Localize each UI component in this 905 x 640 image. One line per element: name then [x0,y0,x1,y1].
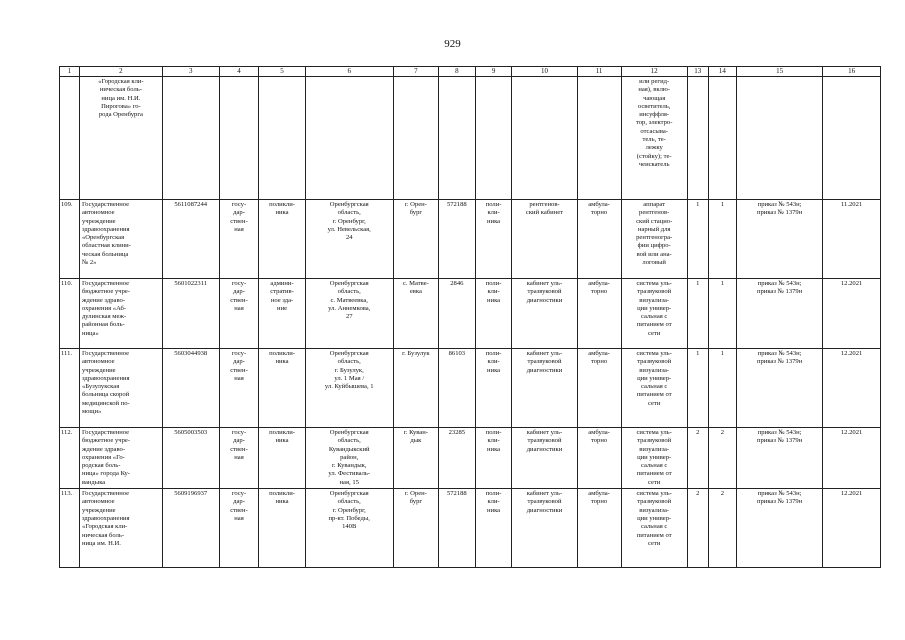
date-cell: 11.2021 [823,200,881,279]
qty-need-cell: 2 [687,489,708,568]
unit-cell [259,77,305,200]
unit-type-cell: поли- кли- ника [475,489,512,568]
basis-cell: приказ № 543н; приказ № 1379н [737,428,823,489]
ownership-cell: госу- дар- ствен- ная [219,200,259,279]
population-cell: 572188 [438,489,475,568]
inn-cell: 5603044938 [162,349,219,428]
basis-cell: приказ № 543н; приказ № 1379н [737,489,823,568]
ownership-cell: госу- дар- ствен- ная [219,349,259,428]
organization-name: Государственное бюджетное учре- ждение здраво- охранения «Го- родская боль- ница» города Ку- вандыка [79,428,162,489]
population-cell: 572188 [438,200,475,279]
column-number: 16 [823,67,881,77]
row-number: 109. [60,200,80,279]
qty-plan-cell: 2 [708,489,736,568]
room-cell: рентгенов- ский кабинет [512,200,577,279]
basis-cell: приказ № 543н; приказ № 1379н [737,279,823,349]
date-cell [823,77,881,200]
unit-cell: поликли- ника [259,349,305,428]
date-cell: 12.2021 [823,489,881,568]
date-cell: 12.2021 [823,349,881,428]
table-row [60,77,881,200]
locality-cell: г. Бузулук [393,349,438,428]
table-row [60,349,881,428]
column-number: 6 [305,67,393,77]
unit-cell: поликли- ника [259,200,305,279]
address-cell [305,77,393,200]
unit-type-cell [475,77,512,200]
column-numbers-row [60,67,881,77]
row-number: 111. [60,349,80,428]
room-cell: кабинет уль- тразвуковой диагностики [512,428,577,489]
column-number: 4 [219,67,259,77]
basis-cell [737,77,823,200]
equipment-cell: система уль- тразвуковой визуализа- ции универ- сальная с питанием от сети [621,428,687,489]
care-cell: амбула- торно [577,349,621,428]
basis-cell: приказ № 543н; приказ № 1379н [737,349,823,428]
room-cell [512,77,577,200]
column-number: 13 [687,67,708,77]
locality-cell [393,77,438,200]
unit-cell: админи- стратив- ное зда- ние [259,279,305,349]
date-cell: 12.2021 [823,428,881,489]
column-number: 1 [60,67,80,77]
unit-type-cell: поли- кли- ника [475,349,512,428]
qty-plan-cell: 1 [708,200,736,279]
equipment-cell: система уль- тразвуковой визуализа- ции универ- сальная с питанием от сети [621,349,687,428]
address-cell: Оренбургская область, г. Оренбург, пр-кт. Победы, 140В [305,489,393,568]
column-number: 2 [79,67,162,77]
column-number: 8 [438,67,475,77]
row-number: 113. [60,489,80,568]
room-cell: кабинет уль- тразвуковой диагностики [512,489,577,568]
locality-cell: г. Куван- дык [393,428,438,489]
column-number: 9 [475,67,512,77]
care-cell: амбула- торно [577,428,621,489]
ownership-cell: госу- дар- ствен- ная [219,428,259,489]
care-cell: амбула- торно [577,279,621,349]
table-row [60,489,881,568]
column-number: 10 [512,67,577,77]
qty-plan-cell: 1 [708,279,736,349]
unit-cell: поликли- ника [259,489,305,568]
inn-cell: 5611087244 [162,200,219,279]
equipment-cell: система уль- тразвуковой визуализа- ции универ- сальная с питанием от сети [621,489,687,568]
equipment-cell: аппарат рентгенов- ский стацио- нарный для рентгеногра- фии цифро- вой или ана- логовый [621,200,687,279]
column-number: 3 [162,67,219,77]
room-cell: кабинет уль- тразвуковой диагностики [512,279,577,349]
table-row [60,279,881,349]
table-row [60,428,881,489]
address-cell: Оренбургская область, Кувандыкский район, г. Кувандык, ул. Фестиваль- ная, 15 [305,428,393,489]
address-cell: Оренбургская область, г. Бузулук, ул. 1 Мая / ул. Куйбышева, 1 [305,349,393,428]
address-cell: Оренбургская область, г. Оренбург, ул. Невельская, 24 [305,200,393,279]
care-cell [577,77,621,200]
equipment-cell: или регид- ная), вклю- чающая осветитель, инсуффля- тор, электро- отсасыва- тель, те- лежку (стойку); те- чеискатель [621,77,687,200]
qty-plan-cell: 1 [708,349,736,428]
column-number: 15 [737,67,823,77]
column-number: 7 [393,67,438,77]
population-cell [438,77,475,200]
organization-name: «Городская кли- ническая боль- ница им. Н.И. Пирогова» го- рода Оренбурга [79,77,162,200]
equipment-cell: система уль- тразвуковой визуализа- ции универ- сальная с питанием от сети [621,279,687,349]
population-cell: 2846 [438,279,475,349]
inn-cell: 5609196937 [162,489,219,568]
column-number: 12 [621,67,687,77]
qty-plan-cell [708,77,736,200]
locality-cell: г. Орен- бург [393,489,438,568]
care-cell: амбула- торно [577,489,621,568]
qty-need-cell: 2 [687,428,708,489]
qty-plan-cell: 2 [708,428,736,489]
column-number: 14 [708,67,736,77]
unit-type-cell: поли- кли- ника [475,279,512,349]
row-number [60,77,80,200]
organization-name: Государственное автономное учреждение здравоохранения «Бузулукская больница скорой медицинской по- мощи» [79,349,162,428]
unit-cell: поликли- ника [259,428,305,489]
date-cell: 12.2021 [823,279,881,349]
page-number: 929 [444,38,461,50]
inn-cell: 5605003503 [162,428,219,489]
ownership-cell: госу- дар- ствен- ная [219,279,259,349]
qty-need-cell: 1 [687,279,708,349]
ownership-cell [219,77,259,200]
inn-cell: 5601022311 [162,279,219,349]
organization-name: Государственное автономное учреждение здравоохранения «Оренбургская областная клини- ческая больница № 2» [79,200,162,279]
population-cell: 86103 [438,349,475,428]
qty-need-cell [687,77,708,200]
row-number: 110. [60,279,80,349]
column-number: 11 [577,67,621,77]
organization-name: Государственное автономное учреждение здравоохранения «Городская кли- ническая боль- ница им. Н.И. [79,489,162,568]
column-number: 5 [259,67,305,77]
row-number: 112. [60,428,80,489]
organization-name: Государственное бюджетное учре- ждение здраво- охранения «Аб- дулинская меж- районная боль- ница» [79,279,162,349]
unit-type-cell: поли- кли- ника [475,200,512,279]
qty-need-cell: 1 [687,349,708,428]
ownership-cell: госу- дар- ствен- ная [219,489,259,568]
inn-cell [162,77,219,200]
locality-cell: г. Орен- бург [393,200,438,279]
qty-need-cell: 1 [687,200,708,279]
table-row [60,200,881,279]
population-cell: 23285 [438,428,475,489]
care-cell: амбула- торно [577,200,621,279]
address-cell: Оренбургская область, с. Матвеевка, ул. Аннемкова, 27 [305,279,393,349]
unit-type-cell: поли- кли- ника [475,428,512,489]
basis-cell: приказ № 543н; приказ № 1379н [737,200,823,279]
locality-cell: с. Матве- евка [393,279,438,349]
equipment-table [59,66,881,568]
room-cell: кабинет уль- тразвуковой диагностики [512,349,577,428]
